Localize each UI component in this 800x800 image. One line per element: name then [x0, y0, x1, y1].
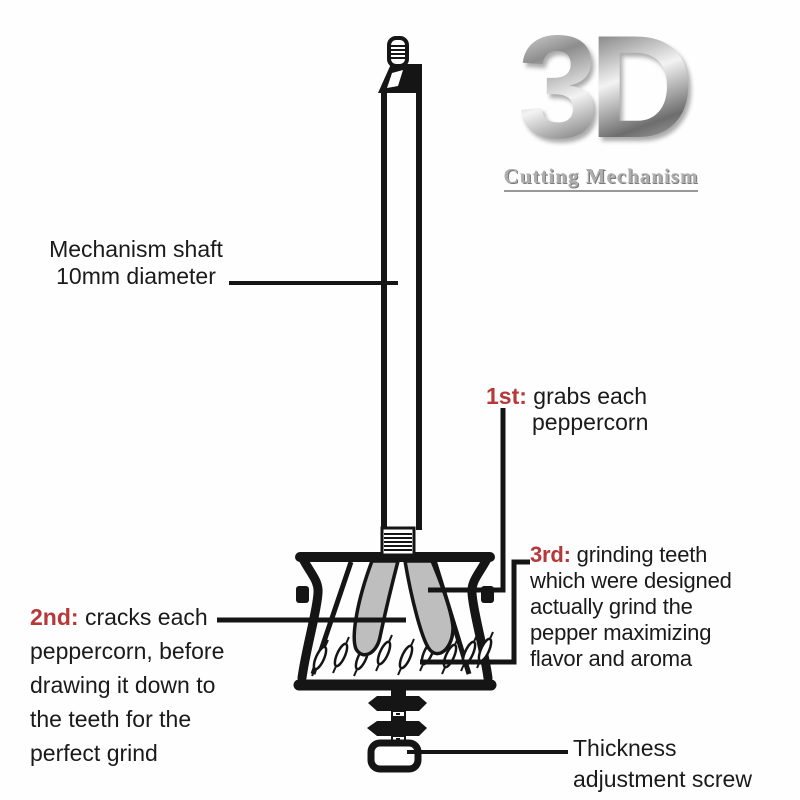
- annotation-step3-line1: [530, 542, 752, 568]
- right-tooth: [405, 561, 453, 654]
- adjustment-screw-drawing: [367, 688, 427, 769]
- annotation-step1-line2: peppercorn: [532, 409, 649, 435]
- annotation-shaft: [35, 236, 237, 290]
- annotation-step1-line1: [486, 383, 648, 409]
- annotation-step3-line4: pepper maximizing: [530, 620, 712, 645]
- annotation-step1: [486, 383, 648, 435]
- annotation-thickness-line1: Thickness: [573, 735, 677, 761]
- step2-label: 2nd:: [30, 604, 79, 630]
- step1-label: 1st:: [486, 383, 527, 409]
- logo: [494, 5, 708, 192]
- annotation-step3-line2: which were designed: [530, 568, 732, 593]
- left-tooth: [354, 561, 398, 655]
- annotation-step2: [30, 600, 265, 770]
- step3-label: 3rd:: [530, 542, 571, 567]
- annotation-shaft-line1: Mechanism shaft: [49, 236, 223, 262]
- leader-line-step1: [428, 408, 503, 590]
- shaft-drawing: [378, 38, 422, 555]
- annotation-thickness: [573, 733, 752, 795]
- annotation-shaft-line2: 10mm diameter: [56, 263, 216, 289]
- annotation-step3: [530, 542, 752, 672]
- annotation-step3-line3: actually grind the: [530, 594, 693, 619]
- logo-3d-text: 3D: [494, 12, 708, 162]
- logo-caption: Cutting Mechanism: [504, 164, 699, 192]
- step1-text: grabs each: [526, 383, 648, 409]
- step3-text: grinding teeth: [570, 542, 708, 567]
- annotation-step2-line3: drawing it down to: [30, 672, 216, 698]
- annotation-step2-line1: [30, 600, 265, 634]
- annotation-step2-line5: perfect grind: [30, 740, 158, 766]
- step2-text: cracks each: [78, 604, 208, 630]
- annotation-thickness-line2: adjustment screw: [573, 766, 752, 792]
- cracking-teeth-drawing: [354, 561, 453, 655]
- annotation-step3-line5: flavor and aroma: [530, 646, 692, 671]
- annotation-step2-line4: the teeth for the: [30, 706, 192, 732]
- annotation-step2-line2: peppercorn, before: [30, 638, 225, 664]
